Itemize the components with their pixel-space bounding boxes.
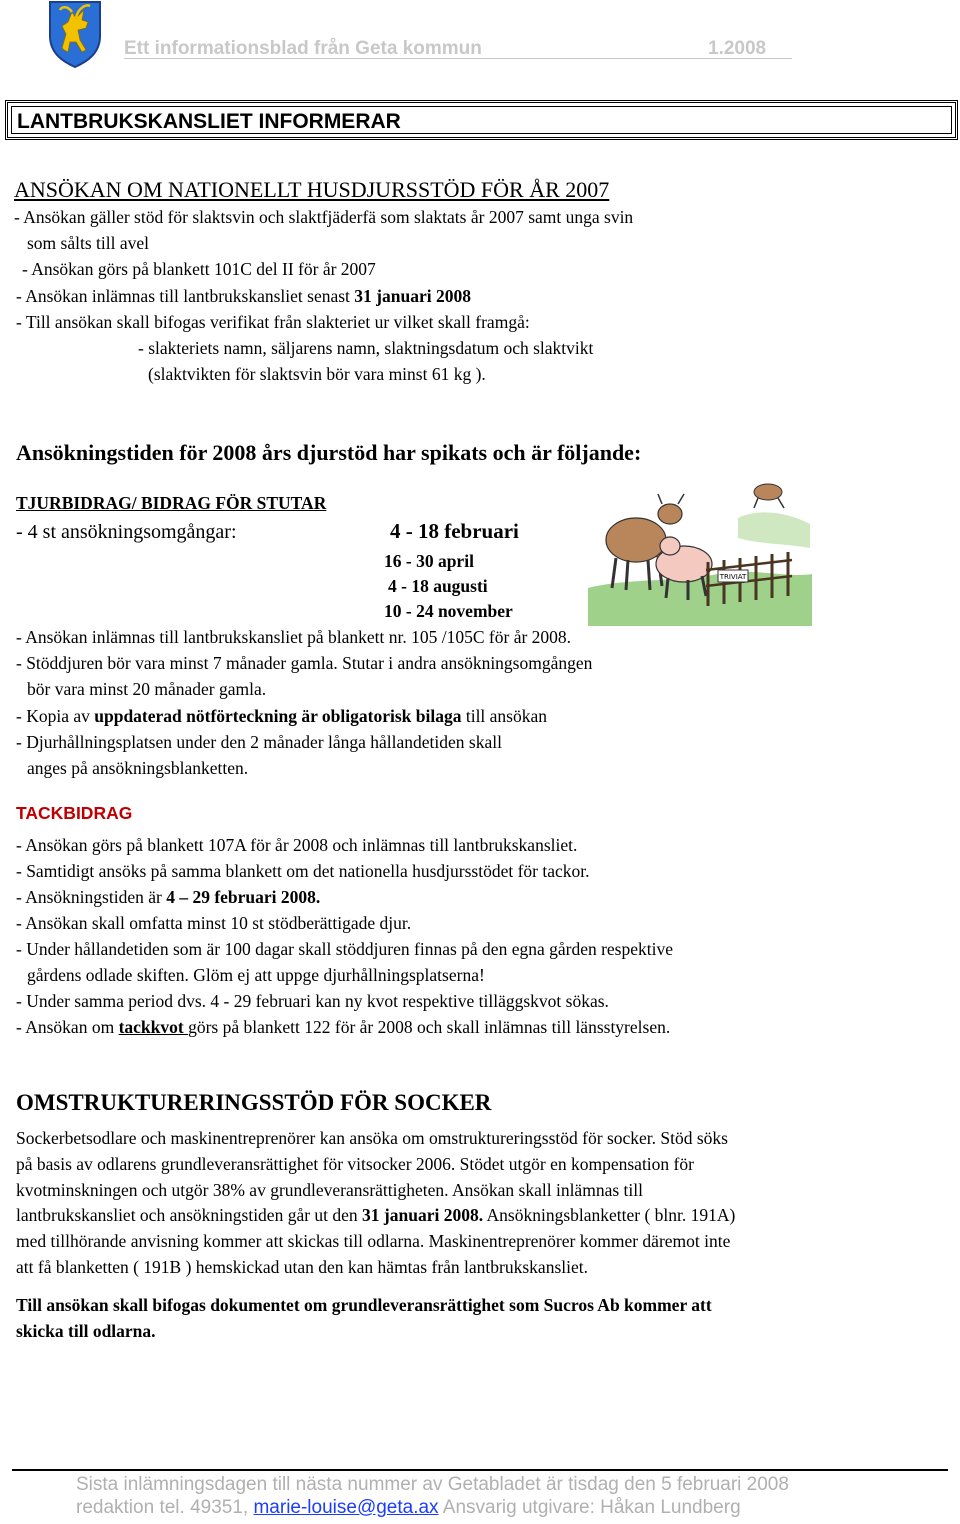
round-4: 10 - 24 november — [384, 601, 513, 621]
sugar-paragraph-line-2: på basis av odlarens grundleveransrättighet för vitsocker 2006. Stödet utgör en kompensation för — [16, 1154, 694, 1174]
bull-line-4 — [16, 705, 547, 727]
footer-phone: redaktion tel. 49351, — [76, 1497, 254, 1518]
banner-text: LANTBRUKSKANSLIET INFORMERAR — [17, 110, 401, 133]
national-line-4 — [16, 285, 471, 307]
round-3: 4 - 18 augusti — [388, 576, 488, 596]
mandatory-attachment: uppdaterad nötförteckning är obligatorisk bilaga — [94, 706, 462, 726]
bull-line-5: - Djurhållningsplatsen under den 2 månader långa hållandetiden skall — [16, 732, 502, 752]
national-line-7: (slaktvikten för slaktsvin bör vara minst 61 kg ). — [148, 364, 486, 384]
ewe-line-3-text: - Ansökningstiden är — [16, 887, 167, 907]
ewe-line-3 — [16, 886, 320, 908]
svg-text:TRIVIAT: TRIVIAT — [719, 573, 747, 581]
national-line-6: - slakteriets namn, säljarens namn, slaktningsdatum och slaktvikt — [138, 338, 594, 358]
sugar-paragraph-line-4 — [16, 1204, 735, 1226]
banner — [5, 100, 958, 140]
sugar-note-line-1: Till ansökan skall bifogas dokumentet om grundleveransrättighet som Sucros Ab kommer att — [16, 1295, 712, 1315]
ewe-line-8-start: - Ansökan om — [16, 1017, 119, 1037]
sugar-paragraph-line-5: med tillhörande anvisning kommer att skickas till odlarna. Maskinentreprenörer kommer däremot inte — [16, 1231, 731, 1251]
sugar-line-4-end: Ansökningsblanketter ( blnr. 191A) — [483, 1205, 736, 1225]
bull-line-4-end: till ansökan — [461, 706, 548, 726]
ewe-line-8 — [16, 1016, 670, 1038]
deadline-date: 31 januari 2008 — [354, 286, 471, 306]
sugar-note-line-2: skicka till odlarna. — [16, 1321, 156, 1341]
issue-number: 1.2008 — [708, 38, 767, 59]
footer-divider — [12, 1469, 948, 1471]
national-line-5: - Till ansökan skall bifogas verifikat från slakteriet ur vilket skall framgå: — [16, 312, 530, 332]
sugar-paragraph-line-3: kvotminskningen och utgör 38% av grundleveransrättigheten. Ansökan skall inlämnas till — [16, 1180, 643, 1200]
application-period-heading: Ansökningstiden för 2008 års djurstöd har spikats och är följande: — [16, 440, 642, 465]
ewe-line-2: - Samtidigt ansöks på samma blankett om det nationella husdjursstödet för tackor. — [16, 861, 590, 881]
bull-line-3: bör vara minst 20 månader gamla. — [27, 679, 267, 699]
ewe-line-8-end: görs på blankett 122 för år 2008 och skall inlämnas till länsstyrelsen. — [188, 1017, 671, 1037]
ewe-period: 4 – 29 februari 2008. — [166, 887, 321, 907]
national-line-1: - Ansökan gäller stöd för slaktsvin och slaktfjäderfä som slaktats år 2007 samt unga svin — [14, 207, 634, 227]
bull-support-heading: TJURBIDRAG/ BIDRAG FÖR STUTAR — [16, 493, 327, 513]
ewe-line-4: - Ansökan skall omfatta minst 10 st stödberättigade djur. — [16, 913, 412, 933]
bull-line-6: anges på ansökningsblanketten. — [27, 758, 249, 778]
sugar-support-heading: OMSTRUKTURERINGSSTÖD FÖR SOCKER — [16, 1090, 492, 1115]
bull-line-4-start: - Kopia av — [16, 706, 95, 726]
sugar-paragraph-line-6: att få blanketten ( 191B ) hemskickad utan den kan hämtas från lantbrukskansliet. — [16, 1257, 588, 1277]
round-2: 16 - 30 april — [384, 551, 474, 571]
ewe-support-heading: TACKBIDRAG — [16, 803, 133, 823]
ewe-line-1: - Ansökan görs på blankett 107A för år 2008 och inlämnas till lantbrukskansliet. — [16, 835, 578, 855]
footer-deadline: Sista inlämningsdagen till nästa nummer av Getabladet är tisdag den 5 februari 2008 — [76, 1474, 789, 1495]
rounds-label: - 4 st ansökningsomgångar: — [16, 521, 237, 543]
round-1: 4 - 18 februari — [390, 519, 519, 543]
bull-line-2: - Stöddjuren bör vara minst 7 månader gamla. Stutar i andra ansökningsomgången — [16, 653, 593, 673]
national-support-heading: ANSÖKAN OM NATIONELLT HUSDJURSSTÖD FÖR ÅR 2007 — [14, 177, 610, 202]
national-line-4-text: - Ansökan inlämnas till lantbrukskansliet senast — [16, 286, 355, 306]
geta-coat-of-arms-icon — [48, 0, 102, 68]
sugar-line-4-start: lantbrukskansliet och ansökningstiden går ut den — [16, 1205, 363, 1225]
ewe-line-6: gårdens odlade skiften. Glöm ej att uppge djurhållningsplatserna! — [27, 965, 485, 985]
farm-animals-illustration — [588, 478, 812, 626]
bull-line-1: - Ansökan inlämnas till lantbrukskansliet på blankett nr. 105 /105C för år 2008. — [16, 627, 572, 647]
national-line-2: som sålts till avel — [27, 233, 150, 253]
newsletter-title: Ett informationsblad från Geta kommun — [124, 38, 482, 59]
ewe-line-7: - Under samma period dvs. 4 - 29 februari kan ny kvot respektive tilläggskvot sökas. — [16, 991, 609, 1011]
sugar-paragraph-line-1: Sockerbetsodlare och maskinentreprenörer kan ansöka om omstruktureringsstöd för socker. Stöd söks — [16, 1128, 728, 1148]
footer-contact — [76, 1497, 741, 1519]
footer-publisher: Ansvarig utgivare: Håkan Lundberg — [438, 1497, 741, 1518]
ewe-quota-term: tackkvot — [118, 1017, 189, 1037]
ewe-line-5: - Under hållandetiden som är 100 dagar skall stöddjuren finnas på den egna gården respektive — [16, 939, 674, 959]
email-link[interactable]: marie-louise@geta.ax — [253, 1497, 439, 1518]
header-divider — [124, 58, 792, 59]
national-line-3: - Ansökan görs på blankett 101C del II för år 2007 — [22, 259, 376, 279]
sugar-deadline: 31 januari 2008. — [362, 1205, 484, 1225]
